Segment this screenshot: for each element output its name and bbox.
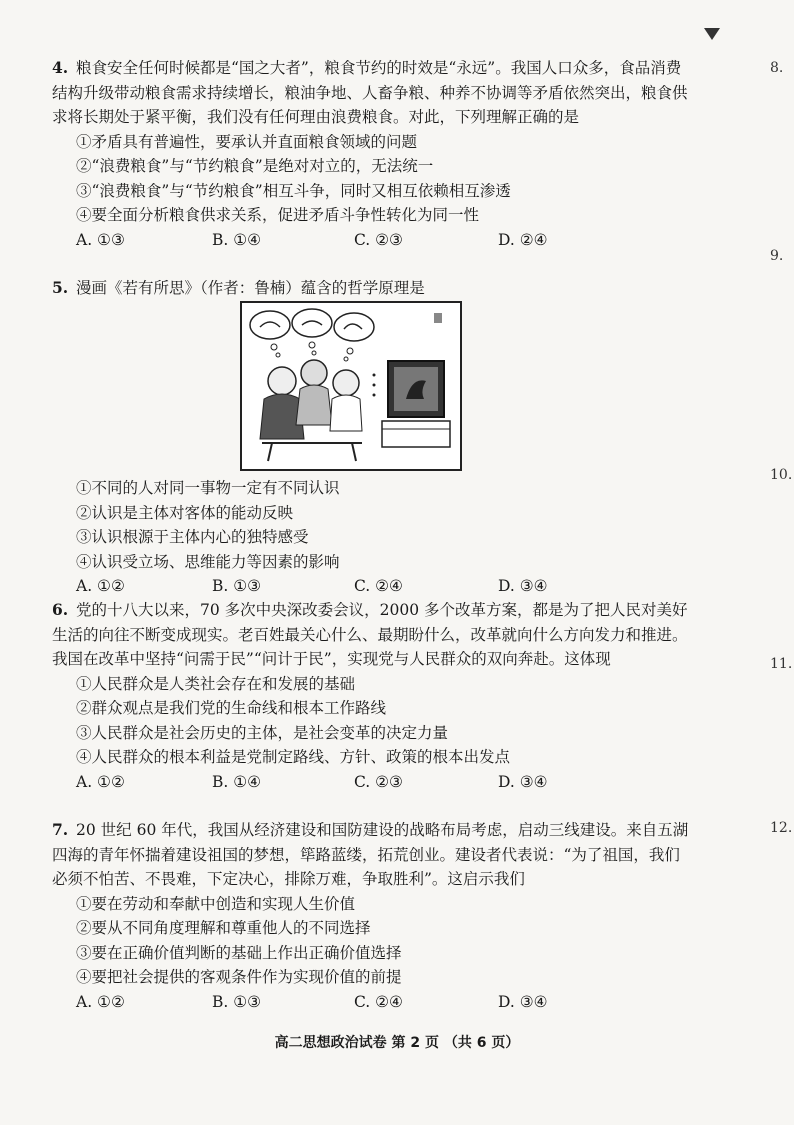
choice-a: A. ①② xyxy=(76,992,125,1011)
cartoon-image xyxy=(240,301,462,471)
choice-d: D. ③④ xyxy=(498,577,548,595)
answer-choices xyxy=(52,574,692,598)
question-7 xyxy=(52,818,692,1014)
choice-a: A. ①② xyxy=(76,577,125,595)
page-footer: 高二思想政治试卷 第 2 页 （共 6 页） xyxy=(274,1035,520,1051)
right-question-number: 10. xyxy=(770,467,793,483)
answer-choices xyxy=(52,770,692,794)
option-statement: ④认识受立场、思维能力等因素的影响 xyxy=(76,552,340,571)
triangle-mark-icon xyxy=(704,28,720,40)
option-statement: ①要在劳动和奉献中创造和实现人生价值 xyxy=(76,894,356,913)
choice-a: A. ①② xyxy=(76,772,125,791)
option-statement: ②要从不同角度理解和尊重他人的不同选择 xyxy=(76,919,371,937)
question-4 xyxy=(52,56,692,252)
option-statement: ②“浪费粮食”与“节约粮食”是绝对对立的，无法统一 xyxy=(76,157,434,175)
choice-b: B. ①④ xyxy=(212,772,262,791)
choice-b: B. ①④ xyxy=(212,230,262,249)
question-stem: 7. 20 世纪 60 年代，我国从经济建设和国防建设的战略布局考虑，启动三线建设。来自五湖四海的青年怀揣着建设祖国的梦想，筚路蓝缕，拓荒创业。建设者代表说：“为了祖国，我们必须不怕苦、不畏难，下定决心，排除万难，争取胜利”。这启示我们 xyxy=(52,820,689,888)
choice-c: C. ②④ xyxy=(354,577,403,595)
cartoon-drawing xyxy=(242,303,460,469)
right-question-number: 8. xyxy=(770,60,784,76)
option-statement: ①不同的人对同一事物一定有不同认识 xyxy=(76,479,340,497)
question-5-options xyxy=(52,476,692,598)
choice-a: A. ①③ xyxy=(76,230,125,249)
question-stem: 4. 粮食安全任何时候都是“国之大者”，粮食节约的时效是“永远”。我国人口众多，食品消费结构升级带动粮食需求持续增长，粮油争地、人畜争粮、种养不协调等矛盾依然突出，粮食供求将长期处于紧平衡，我们没有任何理由浪费粮食。对此，下列理解正确的是 xyxy=(52,58,688,126)
option-statement: ③认识根源于主体内心的独特感受 xyxy=(76,528,309,546)
option-statement: ②群众观点是我们党的生命线和根本工作路线 xyxy=(76,699,387,717)
choice-d: D. ②④ xyxy=(498,230,548,249)
option-statement: ②认识是主体对客体的能动反映 xyxy=(76,503,294,522)
choice-b: B. ①③ xyxy=(212,577,262,595)
question-stem: 5. 漫画《若有所思》（作者：鲁楠）蕴含的哲学原理是 xyxy=(52,278,425,297)
right-question-number: 12. xyxy=(770,820,793,836)
choice-d: D. ③④ xyxy=(498,992,548,1011)
choice-c: C. ②③ xyxy=(354,230,403,249)
answer-choices xyxy=(52,228,692,252)
question-stem: 6. 党的十八大以来，70 多次中央深改委会议，2000 多个改革方案，都是为了把人民对美好生活的向往不断变成现实。老百姓最关心什么、最期盼什么，改革就向什么方向发力和推进。我国在改革中坚持“问需于民”“问计于民”，实现党与人民群众的双向奔赴。这体现 xyxy=(52,600,688,668)
option-statement: ④人民群众的根本利益是党制定路线、方针、政策的根本出发点 xyxy=(76,748,511,766)
option-statement: ①人民群众是人类社会存在和发展的基础 xyxy=(76,674,356,693)
option-statement: ④要全面分析粮食供求关系，促进矛盾斗争性转化为同一性 xyxy=(76,206,480,224)
answer-choices xyxy=(52,990,692,1014)
option-statement: ③要在正确价值判断的基础上作出正确价值选择 xyxy=(76,943,402,962)
option-statement: ③“浪费粮食”与“节约粮食”相互斗争，同时又相互依赖相互渗透 xyxy=(76,181,511,200)
right-question-number: 9. xyxy=(770,248,784,264)
option-statement: ④要把社会提供的客观条件作为实现价值的前提 xyxy=(76,968,402,986)
choice-c: C. ②③ xyxy=(354,772,403,791)
right-question-number: 11. xyxy=(770,656,793,672)
choice-b: B. ①③ xyxy=(212,992,262,1011)
question-6 xyxy=(52,598,692,794)
question-5 xyxy=(52,276,692,301)
choice-d: D. ③④ xyxy=(498,772,548,791)
choice-c: C. ②④ xyxy=(354,992,403,1011)
option-statement: ③人民群众是社会历史的主体，是社会变革的决定力量 xyxy=(76,723,449,742)
option-statement: ①矛盾具有普遍性，要承认并直面粮食领域的问题 xyxy=(76,132,418,151)
